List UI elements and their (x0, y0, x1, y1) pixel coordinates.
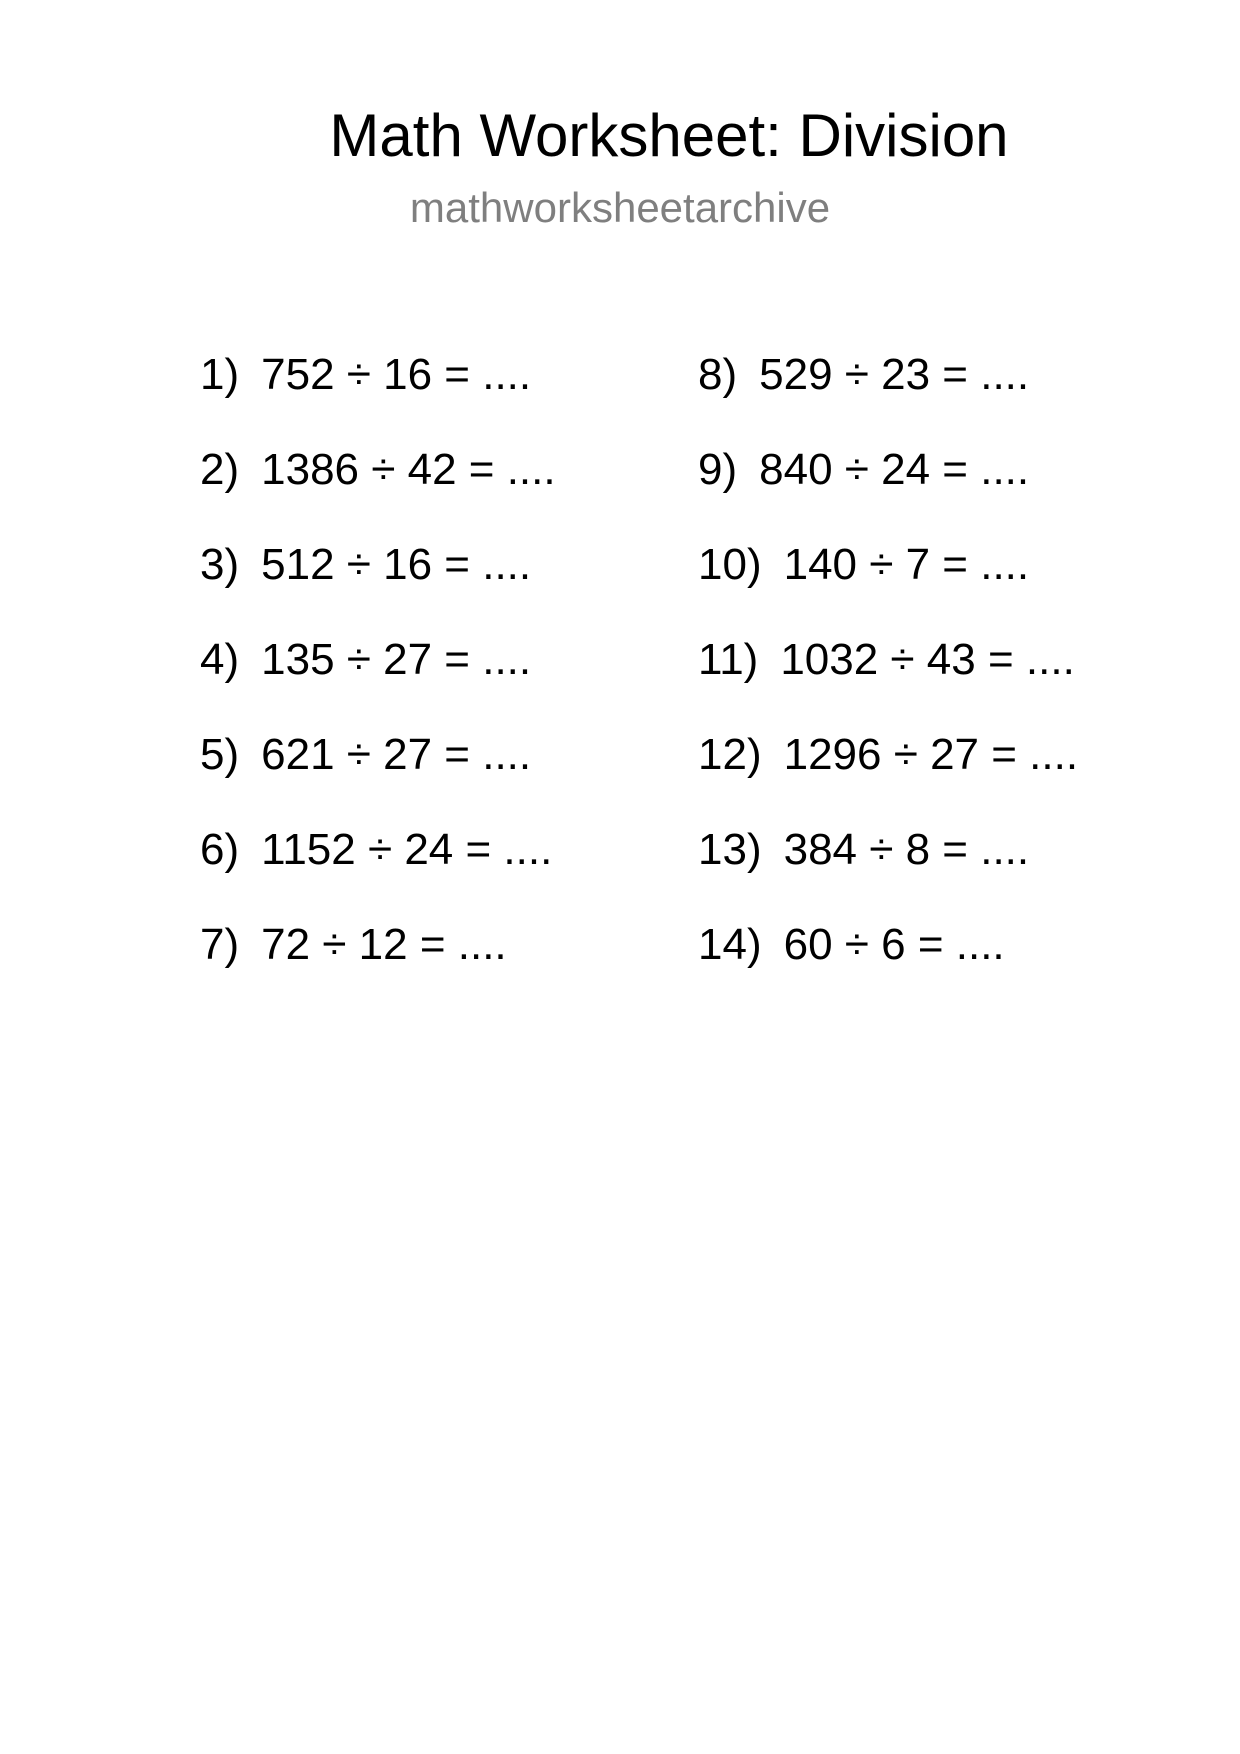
problem-11 (698, 630, 1078, 725)
problem-expression: 1386 ÷ 42 = .... (261, 445, 556, 494)
problem-expression: 60 ÷ 6 = .... (783, 920, 1005, 969)
problem-expression: 140 ÷ 7 = .... (783, 540, 1030, 589)
problem-expression: 1296 ÷ 27 = .... (783, 730, 1079, 779)
problem-number: 11) (698, 635, 759, 684)
problem-7 (200, 915, 556, 1010)
problem-expression: 621 ÷ 27 = .... (261, 730, 532, 779)
problem-8 (698, 345, 1078, 440)
problem-number: 13) (698, 825, 762, 874)
problem-1 (200, 345, 556, 440)
problem-expression: 1032 ÷ 43 = .... (780, 635, 1075, 684)
problems-right-column (698, 345, 1078, 1010)
problem-expression: 72 ÷ 12 = .... (261, 920, 507, 969)
problem-number: 8) (698, 350, 738, 399)
problem-expression: 840 ÷ 24 = .... (759, 445, 1030, 494)
problem-number: 7) (200, 920, 240, 969)
problem-number: 3) (200, 540, 240, 589)
problem-number: 12) (698, 730, 762, 779)
problem-6 (200, 820, 556, 915)
problem-12 (698, 725, 1078, 820)
problem-5 (200, 725, 556, 820)
problem-expression: 512 ÷ 16 = .... (261, 540, 532, 589)
problem-number: 10) (698, 540, 762, 589)
problem-9 (698, 440, 1078, 535)
problem-number: 14) (698, 920, 762, 969)
problem-10 (698, 535, 1078, 630)
problem-number: 1) (200, 350, 240, 399)
problem-4 (200, 630, 556, 725)
problem-number: 9) (698, 445, 738, 494)
problem-expression: 529 ÷ 23 = .... (759, 350, 1030, 399)
problem-expression: 384 ÷ 8 = .... (783, 825, 1030, 874)
problem-number: 2) (200, 445, 240, 494)
problem-number: 4) (200, 635, 240, 684)
page-subtitle: mathworksheetarchive (409, 184, 831, 231)
problem-2 (200, 440, 556, 535)
problem-expression: 752 ÷ 16 = .... (261, 350, 532, 399)
problem-expression: 135 ÷ 27 = .... (261, 635, 532, 684)
problem-3 (200, 535, 556, 630)
problem-expression: 1152 ÷ 24 = .... (261, 825, 553, 874)
problem-13 (698, 820, 1078, 915)
page-title: Math Worksheet: Division (329, 102, 1009, 169)
problem-number: 5) (200, 730, 240, 779)
problem-number: 6) (200, 825, 240, 874)
problem-14 (698, 915, 1078, 1010)
problems-left-column (200, 345, 556, 1010)
